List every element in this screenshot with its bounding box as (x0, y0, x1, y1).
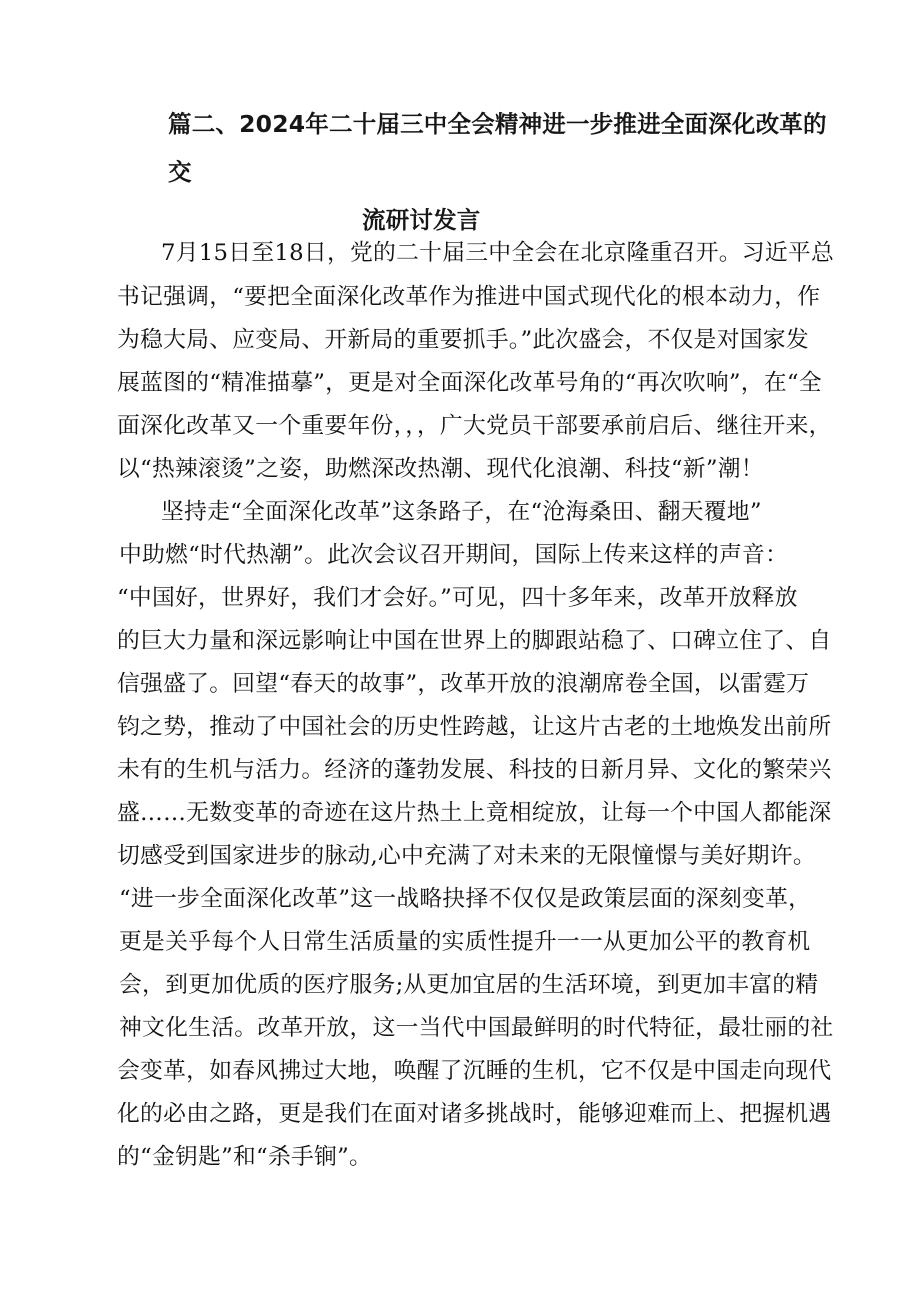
body-line: 信强盛了。回望“春天的故事”，改革开放的浪潮席卷全国，以雷霆万 (117, 671, 810, 697)
body-line: 书记强调，“要把全面深化改革作为推进中国式现代化的根本动力，作 (117, 284, 821, 310)
body-line: “中国好，世界好，我们才会好。”可见，四十多年来，改革开放释放 (117, 585, 798, 611)
document-body (113, 237, 833, 1174)
body-line: 面深化改革又一个重要年份，，，广大党员干部要承前启后、继往开来， (117, 413, 832, 439)
body-line: 更是关乎每个人日常生活质量的实质性提升一一从更加公平的教育机 (119, 929, 811, 955)
body-line: 化的必由之路，更是我们在面对诸多挑战时，能够迎难而上、把握机遇 (117, 1101, 832, 1127)
body-line: 的巨大力量和深远影响让中国在世界上的脚跟站稳了、口碑立住了、自 (117, 628, 832, 654)
title-line-1: 篇二、2024年二十届三中全会精神进一步推进全面深化改革的交 (168, 110, 827, 186)
body-line: 7月15日至18日，党的二十届三中全会在北京隆重召开。习近平总 (161, 240, 834, 266)
body-line: 盛……无数变革的奇迹在这片热土上竟相绽放，让每一个中国人都能深 (117, 800, 832, 826)
body-line: 为稳大局、应变局、开新局的重要抓手。”此次盛会，不仅是对国家发 (117, 327, 809, 353)
body-line: 坚持走“全面深化改革”这条路子，在“沧海桑田、翻天覆地” (161, 499, 762, 525)
body-line: 未有的生机与活力。经济的蓬勃发展、科技的日新月异、文化的繁荣兴 (117, 757, 832, 783)
body-line: 以“热辣滚烫”之姿，助燃深改热潮、现代化浪潮、科技“新”潮！ (117, 456, 764, 482)
body-line: 展蓝图的“精准描摹”，更是对全面深化改革号角的“再次吹响”，在“全 (117, 370, 822, 396)
body-line: 中助燃“时代热潮”。此次会议召开期间，国际上传来这样的声音： (119, 542, 789, 568)
body-line: 神文化生活。改革开放，这一当代中国最鲜明的时代特征，最壮丽的社 (119, 1015, 834, 1041)
title-line-2: 流研讨发言 (362, 206, 481, 234)
body-line: 会，到更加优质的医疗服务;从更加宜居的生活环境，到更加丰富的精 (119, 972, 819, 998)
document-title (168, 100, 848, 244)
body-line: 会变革，如春风拂过大地，唤醒了沉睡的生机，它不仅是中国走向现代 (117, 1058, 832, 1084)
body-line: 切感受到国家进步的脉动,心中充满了对未来的无限憧憬与美好期许。 (117, 843, 816, 869)
body-line: “进一步全面深化改革”这一战略抉择不仅仅是政策层面的深刻变革， (119, 886, 812, 912)
body-line: 的“金钥匙”和“杀手锏”。 (117, 1144, 373, 1170)
body-line: 钧之势，推动了中国社会的历史性跨越，让这片古老的土地焕发出前所 (117, 714, 832, 740)
